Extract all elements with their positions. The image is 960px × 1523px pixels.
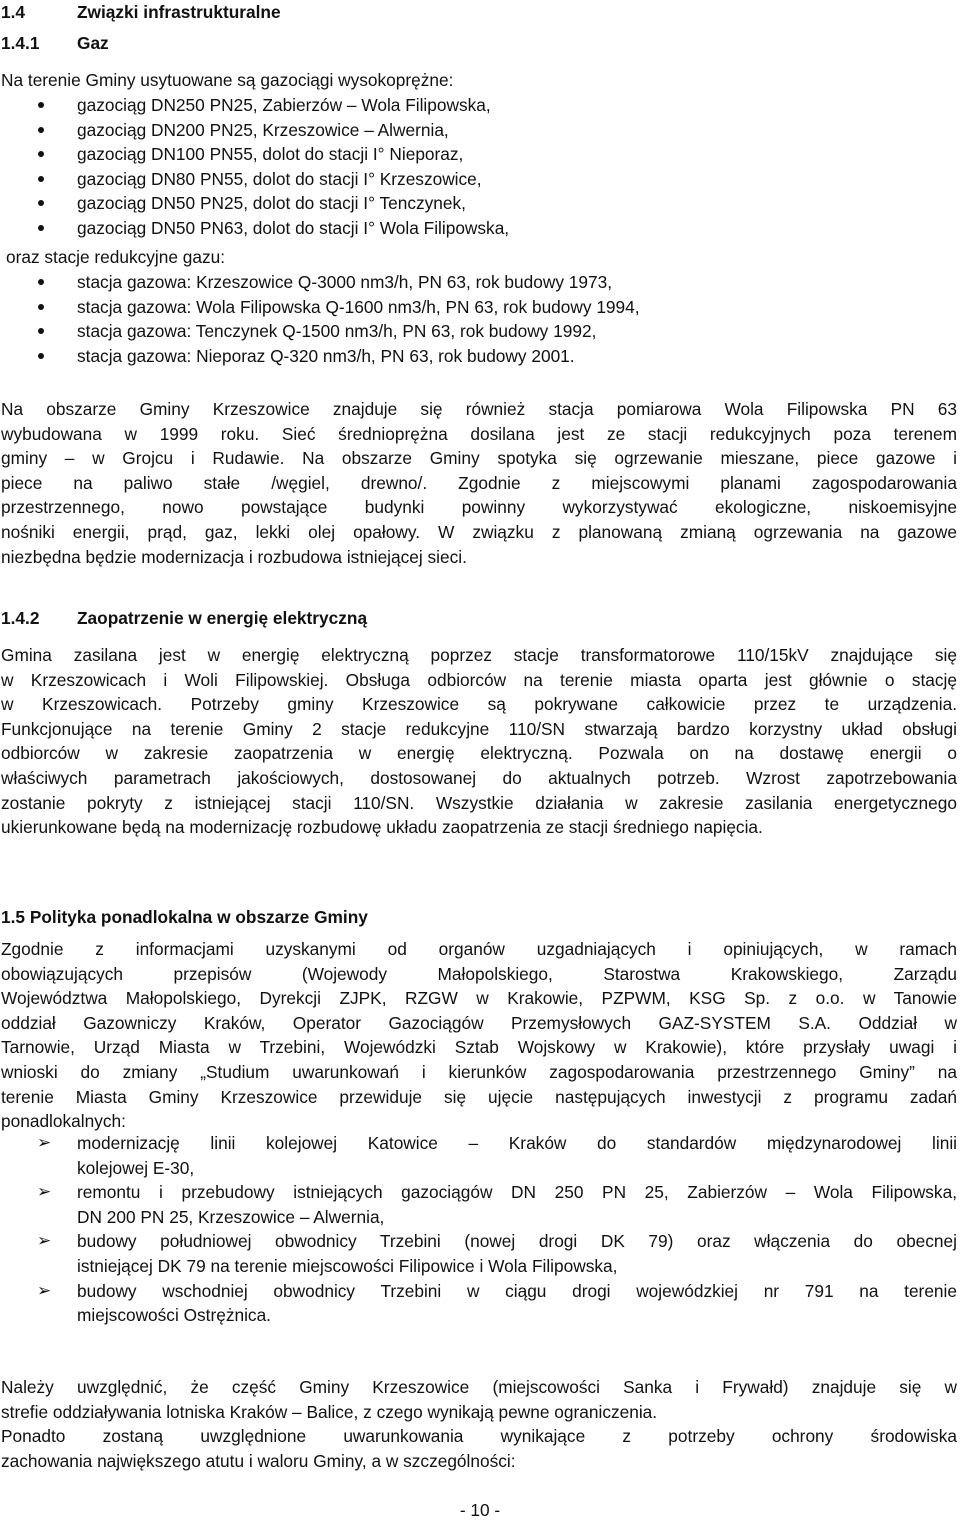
text-line: terenie Miasta Gminy Krzeszowice przewiduje się ujęcie następujących inwestycji z programu zadań (1, 1086, 957, 1107)
policy-paragraph (1, 937, 957, 1134)
arrow-bullet-icon: ➢ (37, 1182, 52, 1203)
list-item: stacja gazowa: Tenczynek Q-1500 nm3/h, PN 63, rok budowy 1992, (1, 319, 957, 344)
list-item: gazociąg DN50 PN63, dolot do stacji I° Wola Filipowska, (1, 216, 957, 241)
text-line: zostanie pokryty z istniejącej stacji 110/SN. Wszystkie działania w zakresie zasilania energetycznego (1, 792, 957, 813)
text-line: Należy uwzględnić, że część Gminy Krzeszowice (miejscowości Sanka i Frywałd) znajduje się w (1, 1377, 957, 1397)
section-number: 1.4 (1, 2, 26, 22)
text-line: zachowania największego atutu i waloru Gminy, a w szczególności: (1, 1450, 516, 1471)
bullet-icon (38, 279, 44, 285)
text-line: w Krzeszowicach. Potrzeby gminy Krzeszowice są pokrywane całkowicie przez te urządzenia. (1, 694, 957, 715)
list-item: stacja gazowa: Wola Filipowska Q-1600 nm3/h, PN 63, rok budowy 1994, (1, 295, 957, 320)
text-line: niezbędna będzie modernizacja i rozbudowa istniejącej sieci. (1, 546, 467, 567)
bullet-icon (38, 328, 44, 334)
text-line: piece na paliwo stałe /węgiel, drewno/. Zgodnie z miejscowymi planami zagospodarowania (1, 472, 957, 493)
section-heading-1-4-2 (1, 606, 367, 631)
pipeline-list (1, 93, 957, 241)
energy-paragraph (1, 643, 957, 840)
arrow-bullet-icon: ➢ (37, 1133, 52, 1153)
text-line: Funkcjonujące na terenie Gminy 2 stacje redukcyjne 110/SN stwarzają bardzo korzystny układ obsługi (1, 718, 957, 739)
list-item: gazociąg DN80 PN55, dolot do stacji I° Krzeszowice, (1, 167, 957, 192)
text-line: Zgodnie z informacjami uzyskanymi od organów uzgadniających i opiniujących, w ramach (1, 939, 957, 959)
stations-intro: oraz stacje redukcyjne gazu: (6, 247, 226, 267)
bullet-icon (38, 151, 44, 157)
list-item: gazociąg DN100 PN55, dolot do stacji I° Nieporaz, (1, 142, 957, 167)
bullet-icon (38, 102, 44, 108)
text-line: obowiązujących przepisów (Wojewody Małopolskiego, Starostwa Krakowskiego, Zarządu (1, 963, 957, 984)
list-item: ➢ modernizację linii kolejowej Katowice – Kraków do standardów międzynarodowej linii kolejowej E-30, (37, 1133, 957, 1178)
station-list (1, 270, 957, 368)
section-heading-1-4 (1, 0, 281, 25)
text-line: oddział Gazowniczy Kraków, Operator Gazociągów Przemysłowych GAZ-SYSTEM S.A. Oddział w (1, 1012, 957, 1033)
text-line: Na obszarze Gminy Krzeszowice znajduje się również stacja pomiarowa Wola Filipowska PN 63 (1, 399, 957, 419)
section-heading-1-4-1 (1, 31, 109, 56)
section-title: Gaz (77, 33, 109, 53)
text-line: ukierunkowane będą na modernizację rozbudowę układu zaopatrzenia ze stacji średniego napięcia. (1, 817, 763, 838)
text-line: strefie oddziaływania lotniska Kraków – Balice, z czego wynikają pewne ograniczenia. (1, 1401, 658, 1422)
text-line: gminy – w Grojcu i Rudawie. Na obszarze Gminy spotyka się ogrzewanie mieszane, piece gazowe i (1, 448, 957, 469)
section-heading-1-5: 1.5 Polityka ponadlokalna w obszarze Gminy (1, 907, 368, 927)
gas-intro: Na terenie Gminy usytuowane są gazociągi wysokoprężne: (1, 70, 454, 90)
section-number: 1.4.1 (1, 33, 40, 53)
investment-list (1, 1131, 957, 1328)
list-item: gazociąg DN50 PN25, dolot do stacji I° Tenczynek, (1, 191, 957, 216)
text-line: nośniki energii, prąd, gaz, lekki olej opałowy. W związku z planowaną zmianą ogrzewania na gazowe (1, 521, 957, 542)
list-item: ➢ budowy południowej obwodnicy Trzebini (nowej drogi DK 79) oraz włączenia do obecnej istniejącej DK 79 na terenie miejscowości Filipowice i Wola Filipowska, (37, 1231, 957, 1276)
bullet-icon (38, 176, 44, 182)
page-number: - 10 - (459, 1500, 501, 1520)
bullet-icon (38, 127, 44, 133)
list-item: stacja gazowa: Krzeszowice Q-3000 nm3/h, PN 63, rok budowy 1973, (1, 270, 957, 295)
list-item: gazociąg DN250 PN25, Zabierzów – Wola Filipowska, (1, 93, 957, 118)
text-line: przestrzennego, nowo powstające budynki powinny wykorzystywać ekologiczne, niskoemisyjne (1, 497, 957, 518)
text-line: Ponadto zostaną uwzględnione uwarunkowania wynikające z potrzeby ochrony środowiska (1, 1426, 957, 1447)
text-line: ponadlokalnych: (1, 1111, 126, 1132)
text-line: wnioski do zmiany „Studium uwarunkowań i kierunków zagospodarowania przestrzennego Gminy” na (1, 1061, 957, 1082)
text-line: w Krzeszowicach i Woli Filipowskiej. Obsługa odbiorców na terenie miasta oparta jest głównie o stację (1, 669, 957, 690)
section-title: Związki infrastrukturalne (77, 2, 281, 22)
list-item: stacja gazowa: Nieporaz Q-320 nm3/h, PN 63, rok budowy 2001. (1, 344, 957, 369)
text-line: właściwych parametrach jakościowych, dostosowanej do aktualnych potrzeb. Wzrost zapotrzebowania (1, 767, 957, 788)
text-line: Województwa Małopolskiego, Dyrekcji ZJPK, RZGW w Krakowie, PZPWM, KSG Sp. z o.o. w Tanowie (1, 988, 957, 1009)
bullet-icon (38, 200, 44, 206)
bullet-icon (38, 304, 44, 310)
text-line: wybudowana w 1999 roku. Sieć średnioprężna dosilana jest ze stacji redukcyjnych poza terenem (1, 423, 957, 444)
section-title: Zaopatrzenie w energię elektryczną (77, 608, 368, 628)
text-line: odbiorców w zakresie zaopatrzenia w energię elektryczną. Pozwala on na dostawę energii o (1, 743, 957, 764)
list-item: ➢ remontu i przebudowy istniejących gazociągów DN 250 PN 25, Zabierzów – Wola Filipowska, DN 200 PN 25, Krzeszowice – Alwernia, (37, 1182, 957, 1227)
arrow-bullet-icon: ➢ (37, 1231, 52, 1252)
bullet-icon (38, 225, 44, 231)
list-item: gazociąg DN200 PN25, Krzeszowice – Alwernia, (1, 118, 957, 143)
bullet-icon (38, 353, 44, 359)
final-paragraph (1, 1375, 957, 1473)
arrow-bullet-icon: ➢ (37, 1280, 52, 1301)
gas-paragraph (1, 397, 957, 569)
text-line: Gmina zasilana jest w energię elektryczną poprzez stacje transformatorowe 110/15kV znajdujące się (1, 645, 957, 665)
list-item: ➢ budowy wschodniej obwodnicy Trzebini w ciągu drogi wojewódzkiej nr 791 na terenie miejscowości Ostrężnica. (37, 1280, 957, 1326)
section-number: 1.4.2 (1, 608, 40, 628)
text-line: Tarnowie, Urząd Miasta w Trzebini, Wojewódzki Sztab Wojskowy w Krakowie), które przysłały uwagi i (1, 1037, 957, 1058)
